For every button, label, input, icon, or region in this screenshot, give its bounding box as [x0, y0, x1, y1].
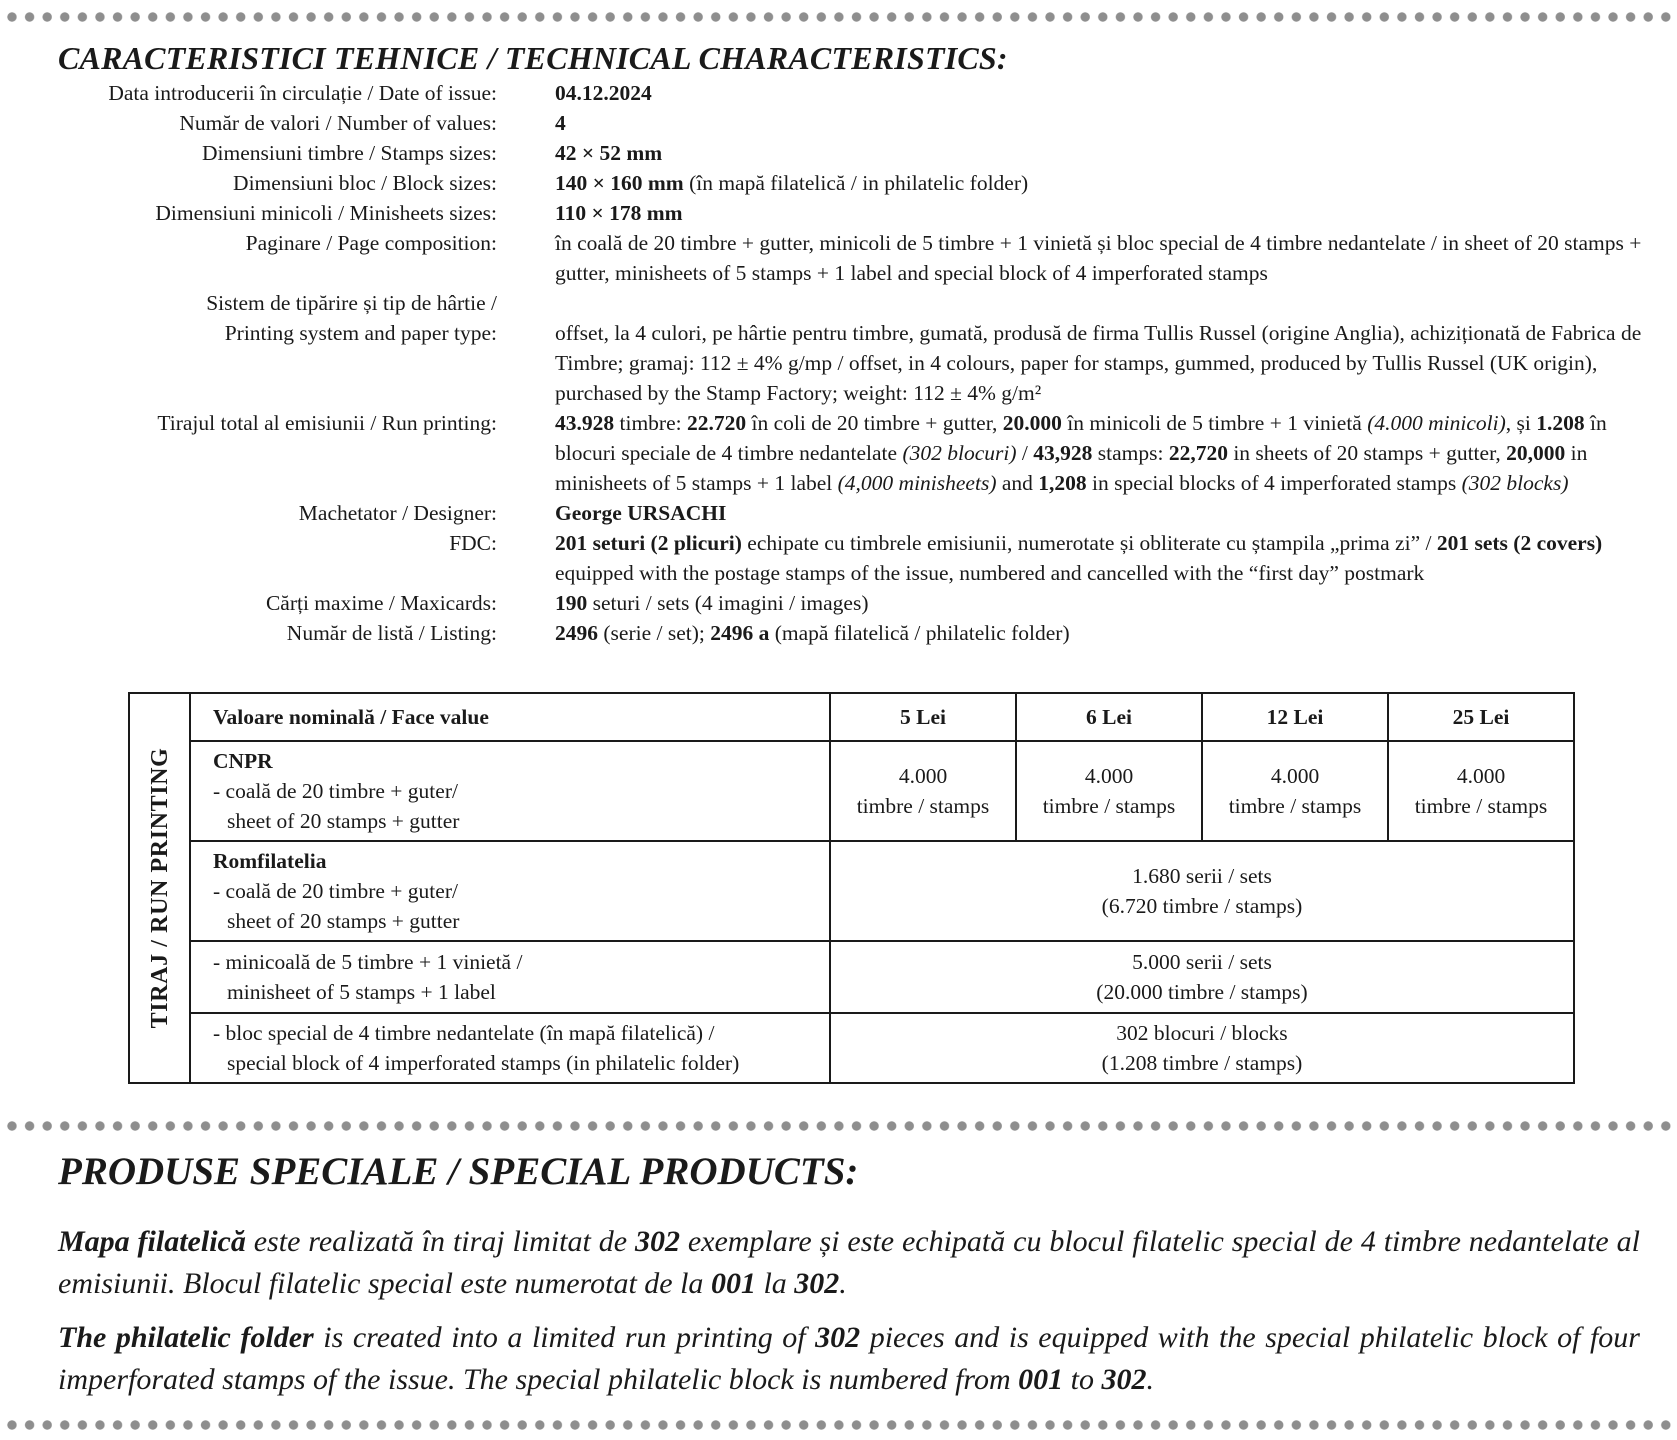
spec-printing — [40, 288, 1650, 408]
folder-count-en: 302 — [815, 1321, 861, 1354]
spec-value-bold: 140 × 160 mm — [555, 171, 684, 195]
para-text: pieces and is equipped with the special philatelic block of four imperforated stamps of the issue. The special philatelic block is numbered from — [58, 1321, 1640, 1396]
run-blocks-en: 1,208 — [1038, 471, 1087, 495]
listing-text: (serie / set); — [598, 621, 711, 645]
minisheet-sets: 5.000 serii / sets — [1132, 950, 1272, 974]
spec-label: Dimensiuni timbre / Stamps sizes: — [201, 141, 497, 165]
spec-value — [555, 408, 1645, 498]
block-qty — [830, 1013, 1574, 1083]
cnpr-line2: sheet of 20 stamps + gutter — [227, 809, 460, 833]
spec-label-line2: Printing system and paper type: — [224, 321, 497, 345]
para-text: la — [755, 1267, 795, 1300]
minisheet-desc — [190, 941, 830, 1013]
number-from-ro: 001 — [710, 1267, 756, 1300]
special-paragraph-en — [58, 1317, 1640, 1401]
spec-value: 110 × 178 mm — [555, 201, 683, 225]
face-value-5: 5 Lei — [830, 693, 1016, 741]
para-text: . — [1146, 1363, 1155, 1396]
dotted-divider-bottom — [6, 1419, 1671, 1431]
run-printing-table — [128, 692, 1575, 1084]
block-stamps: (1.208 timbre / stamps) — [1101, 1051, 1303, 1075]
run-text: in minisheets of 5 stamps + 1 label — [555, 441, 1588, 495]
dotted-divider-middle — [6, 1120, 1671, 1132]
table-row-block — [129, 1013, 1574, 1083]
table-header-row — [129, 693, 1574, 741]
minisheet-line2: minisheet of 5 stamps + 1 label — [227, 980, 496, 1004]
qty-value: 4.000 — [1456, 764, 1506, 788]
spec-label: Număr de valori / Number of values: — [179, 111, 497, 135]
table-row-minisheet — [129, 941, 1574, 1013]
folder-count-ro: 302 — [634, 1225, 680, 1258]
romfil-desc — [190, 841, 830, 941]
block-desc — [190, 1013, 830, 1083]
qty-unit: timbre / stamps — [1414, 794, 1548, 818]
spec-run — [40, 408, 1650, 498]
table-row-romfilatelia — [129, 841, 1574, 941]
minisheet-qty — [830, 941, 1574, 1013]
run-note: (302 blocuri) — [902, 441, 1017, 465]
spec-designer — [40, 498, 1650, 528]
special-paragraph-ro — [58, 1221, 1640, 1305]
spec-page — [40, 228, 1650, 288]
run-text: in sheets of 20 stamps + gutter, — [1227, 441, 1507, 465]
side-label: TIRAJ / RUN PRINTING — [146, 747, 173, 1029]
spec-label: Paginare / Page composition: — [245, 231, 497, 255]
run-text: and — [996, 471, 1039, 495]
spec-label: Data introducerii în circulație / Date of issue: — [108, 81, 497, 105]
run-note: (4,000 minisheets) — [837, 471, 997, 495]
spec-label: Tirajul total al emisiunii / Run printing: — [157, 411, 497, 435]
romfil-name: Romfilatelia — [213, 849, 327, 873]
romfil-line1: - coală de 20 timbre + guter/ — [213, 879, 458, 903]
face-value-header: Valoare nominală / Face value — [190, 693, 830, 741]
cnpr-name: CNPR — [213, 749, 273, 773]
qty-unit: timbre / stamps — [1228, 794, 1362, 818]
spec-minisheet-size — [40, 198, 1650, 228]
para-text: . — [839, 1267, 847, 1300]
spec-value: în coală de 20 timbre + gutter, minicoli de 5 timbre + 1 vinietă și bloc special de 4 timbre nedantelate / in sheet of 20 stamps + gutter, minisheets of 5 stamps + 1 label and special block of 4 imperforated stamps — [555, 231, 1642, 285]
spec-date — [40, 78, 1650, 108]
run-total-en: 43,928 — [1033, 441, 1093, 465]
run-sheets-en: 22,720 — [1168, 441, 1228, 465]
run-note: (302 blocks) — [1461, 471, 1569, 495]
para-text: exemplare și este echipată cu blocul filatelic special de 4 timbre nedantelate al emisiunii. Blocul filatelic special este numerotat de la — [58, 1225, 1640, 1300]
spec-value-note: (în mapă filatelică / in philatelic folder) — [683, 171, 1029, 195]
run-minisheets-en: 20,000 — [1506, 441, 1566, 465]
spec-label-line1: Sistem de tipărire și tip de hârtie / — [206, 291, 497, 315]
qty-value: 4.000 — [1270, 764, 1320, 788]
spec-value: 42 × 52 mm — [555, 141, 663, 165]
run-text: in special blocks of 4 imperforated stamps — [1086, 471, 1462, 495]
spec-listing — [40, 618, 1650, 648]
face-value-6: 6 Lei — [1016, 693, 1202, 741]
spec-label: Dimensiuni bloc / Block sizes: — [233, 171, 497, 195]
maxicards-count: 190 — [555, 591, 588, 615]
spec-label: Cărți maxime / Maxicards: — [265, 591, 497, 615]
table-row-cnpr — [129, 741, 1574, 841]
side-label-cell — [129, 693, 190, 1083]
technical-title: CARACTERISTICI TEHNICE / TECHNICAL CHARACTERISTICS: — [58, 40, 1008, 76]
para-text: este realizată în tiraj limitat de — [245, 1225, 635, 1258]
run-total: 43.928 — [555, 411, 615, 435]
run-minisheets: 20.000 — [1002, 411, 1062, 435]
romfil-stamps: (6.720 timbre / stamps) — [1101, 894, 1303, 918]
spec-label: Număr de listă / Listing: — [286, 621, 497, 645]
minisheet-stamps: (20.000 timbre / stamps) — [1096, 980, 1308, 1004]
cnpr-qty-5 — [830, 741, 1016, 841]
spec-value-text: offset, la 4 culori, pe hârtie pentru timbre, gumată, produsă de firma Tullis Russel (origine Anglia), achiziționată de Fabrica de Timbre; gramaj: 112 ± 4% g/mp / offset, in 4 colours, paper for stamps, gummed, produced by Tullis Russel (UK origin), purchased by the Stamp Factory; weight: 112 ± 4% g/m² — [555, 321, 1642, 405]
block-count: 302 blocuri / blocks — [1116, 1021, 1288, 1045]
fdc-sets-en: 201 sets (2 covers) — [1436, 531, 1603, 555]
spec-label — [40, 288, 497, 408]
para-text: is created into a limited run printing of — [313, 1321, 816, 1354]
qty-unit: timbre / stamps — [856, 794, 990, 818]
qty-value: 4.000 — [1084, 764, 1134, 788]
minisheet-line1: - minicoală de 5 timbre + 1 vinietă / — [213, 950, 523, 974]
qty-unit: timbre / stamps — [1042, 794, 1176, 818]
spec-value — [555, 168, 1645, 198]
run-note: (4.000 minicoli) — [1367, 411, 1506, 435]
dotted-divider-top — [6, 11, 1671, 23]
spec-label: Dimensiuni minicoli / Minisheets sizes: — [155, 201, 497, 225]
cnpr-qty-6 — [1016, 741, 1202, 841]
folder-name-en: The philatelic folder — [58, 1321, 314, 1354]
qty-value: 4.000 — [898, 764, 948, 788]
spec-fdc — [40, 528, 1650, 588]
spec-value — [555, 528, 1645, 588]
run-text: în minicoli de 5 timbre + 1 vinietă — [1061, 411, 1368, 435]
fdc-sets: 201 seturi (2 plicuri) — [555, 531, 742, 555]
number-from-en: 001 — [1018, 1363, 1064, 1396]
fdc-text: equipped with the postage stamps of the issue, numbered and cancelled with the “first day” postmark — [555, 561, 1425, 585]
run-sheets: 22.720 — [686, 411, 747, 435]
number-to-en: 302 — [1101, 1363, 1147, 1396]
listing-number: 2496 — [555, 621, 598, 645]
block-line2: special block of 4 imperforated stamps (in philatelic folder) — [227, 1051, 740, 1075]
run-text: în blocuri speciale de 4 timbre nedantelate — [555, 411, 1607, 465]
run-text: stamps: — [1092, 441, 1169, 465]
folder-name-ro: Mapa filatelică — [58, 1225, 246, 1258]
spec-label: Machetator / Designer: — [298, 501, 497, 525]
listing-number-folder: 2496 a — [710, 621, 770, 645]
number-to-ro: 302 — [794, 1267, 840, 1300]
run-text: în coli de 20 timbre + gutter, — [746, 411, 1003, 435]
cnpr-qty-12 — [1202, 741, 1388, 841]
maxicards-text: seturi / sets (4 imagini / images) — [587, 591, 869, 615]
cnpr-qty-25 — [1388, 741, 1574, 841]
specs-list — [40, 78, 1650, 648]
run-text: timbre: — [614, 411, 687, 435]
spec-value — [555, 618, 1645, 648]
para-text: to — [1063, 1363, 1102, 1396]
spec-values — [40, 108, 1650, 138]
face-value-12: 12 Lei — [1202, 693, 1388, 741]
spec-label: FDC: — [449, 531, 497, 555]
block-line1: - bloc special de 4 timbre nedantelate (în mapă filatelică) / — [213, 1021, 715, 1045]
spec-value: 4 — [555, 111, 566, 135]
run-text: / — [1016, 441, 1034, 465]
spec-value — [555, 288, 1645, 408]
spec-value: George URSACHI — [555, 501, 727, 525]
spec-stamp-size — [40, 138, 1650, 168]
listing-text: (mapă filatelică / philatelic folder) — [769, 621, 1070, 645]
fdc-text: echipate cu timbrele emisiunii, numerotate și obliterate cu ștampila „prima zi” / — [741, 531, 1437, 555]
spec-maxicards — [40, 588, 1650, 618]
cnpr-line1: - coală de 20 timbre + guter/ — [213, 779, 458, 803]
run-text: , și — [1505, 411, 1537, 435]
spec-block-size — [40, 168, 1650, 198]
spec-value: 04.12.2024 — [555, 81, 652, 105]
romfil-qty — [830, 841, 1574, 941]
romfil-line2: sheet of 20 stamps + gutter — [227, 909, 460, 933]
cnpr-desc — [190, 741, 830, 841]
face-value-25: 25 Lei — [1388, 693, 1574, 741]
romfil-sets: 1.680 serii / sets — [1132, 864, 1272, 888]
special-products-title: PRODUSE SPECIALE / SPECIAL PRODUCTS: — [58, 1150, 859, 1193]
spec-value — [555, 588, 1645, 618]
run-blocks: 1.208 — [1536, 411, 1585, 435]
